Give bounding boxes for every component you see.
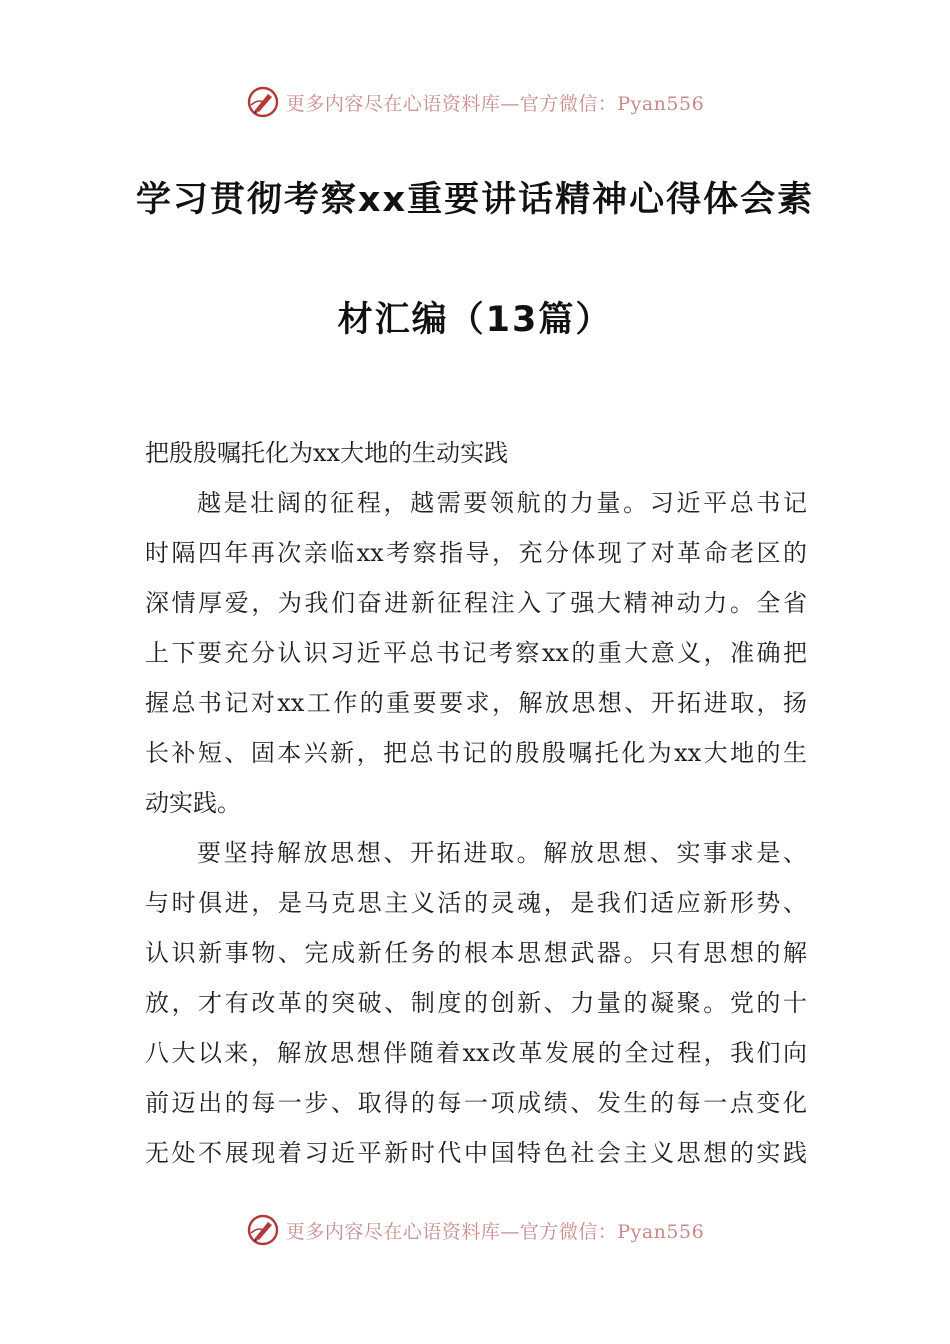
paragraph-line: 八大以来，解放思想伴随着xx改革发展的全过程，我们向 bbox=[145, 1039, 807, 1067]
paragraph-line: 动实践。 bbox=[145, 789, 241, 817]
paragraph-line: 放，才有改革的突破、制度的创新、力量的凝聚。党的十 bbox=[145, 989, 807, 1017]
paragraph-line: 与时俱进，是马克思主义活的灵魂，是我们适应新形势、 bbox=[145, 889, 807, 917]
paragraph-line: 前迈出的每一步、取得的每一项成绩、发生的每一点变化 bbox=[145, 1089, 807, 1117]
banner-text: 更多内容尽在心语资料库—官方微信：Pyan556 bbox=[285, 92, 705, 115]
paragraph-line: 上下要充分认识习近平总书记考察xx的重大意义，准确把 bbox=[145, 639, 807, 667]
paragraph-line: 要坚持解放思想、开拓进取。解放思想、实事求是、 bbox=[197, 839, 807, 867]
paragraph-line: 无处不展现着习近平新时代中国特色社会主义思想的实践 bbox=[145, 1139, 807, 1167]
paragraph-line: 深情厚爱，为我们奋进新征程注入了强大精神动力。全省 bbox=[145, 589, 807, 617]
document-title-line-2: 材汇编（13篇） bbox=[337, 300, 613, 340]
paragraph-line: 越是壮阔的征程，越需要领航的力量。习近平总书记 bbox=[197, 489, 807, 517]
paragraph-line: 时隔四年再次亲临xx考察指导，充分体现了对革命老区的 bbox=[145, 539, 807, 567]
footer-banner bbox=[0, 1210, 950, 1250]
document-title-line-1: 学习贯彻考察xx重要讲话精神心得体会素 bbox=[135, 180, 815, 220]
section-heading: 把殷殷嘱托化为xx大地的生动实践 bbox=[145, 439, 509, 467]
paragraph-line: 认识新事物、完成新任务的根本思想武器。只有思想的解 bbox=[145, 939, 807, 967]
paragraph-line: 长补短、固本兴新，把总书记的殷殷嘱托化为xx大地的生 bbox=[145, 739, 807, 767]
pen-logo-icon bbox=[246, 1213, 280, 1247]
pen-logo-icon bbox=[246, 85, 280, 119]
banner-text: 更多内容尽在心语资料库—官方微信：Pyan556 bbox=[285, 1220, 705, 1243]
paragraph-line: 握总书记对xx工作的重要要求，解放思想、开拓进取，扬 bbox=[145, 689, 807, 717]
header-banner bbox=[0, 82, 950, 122]
